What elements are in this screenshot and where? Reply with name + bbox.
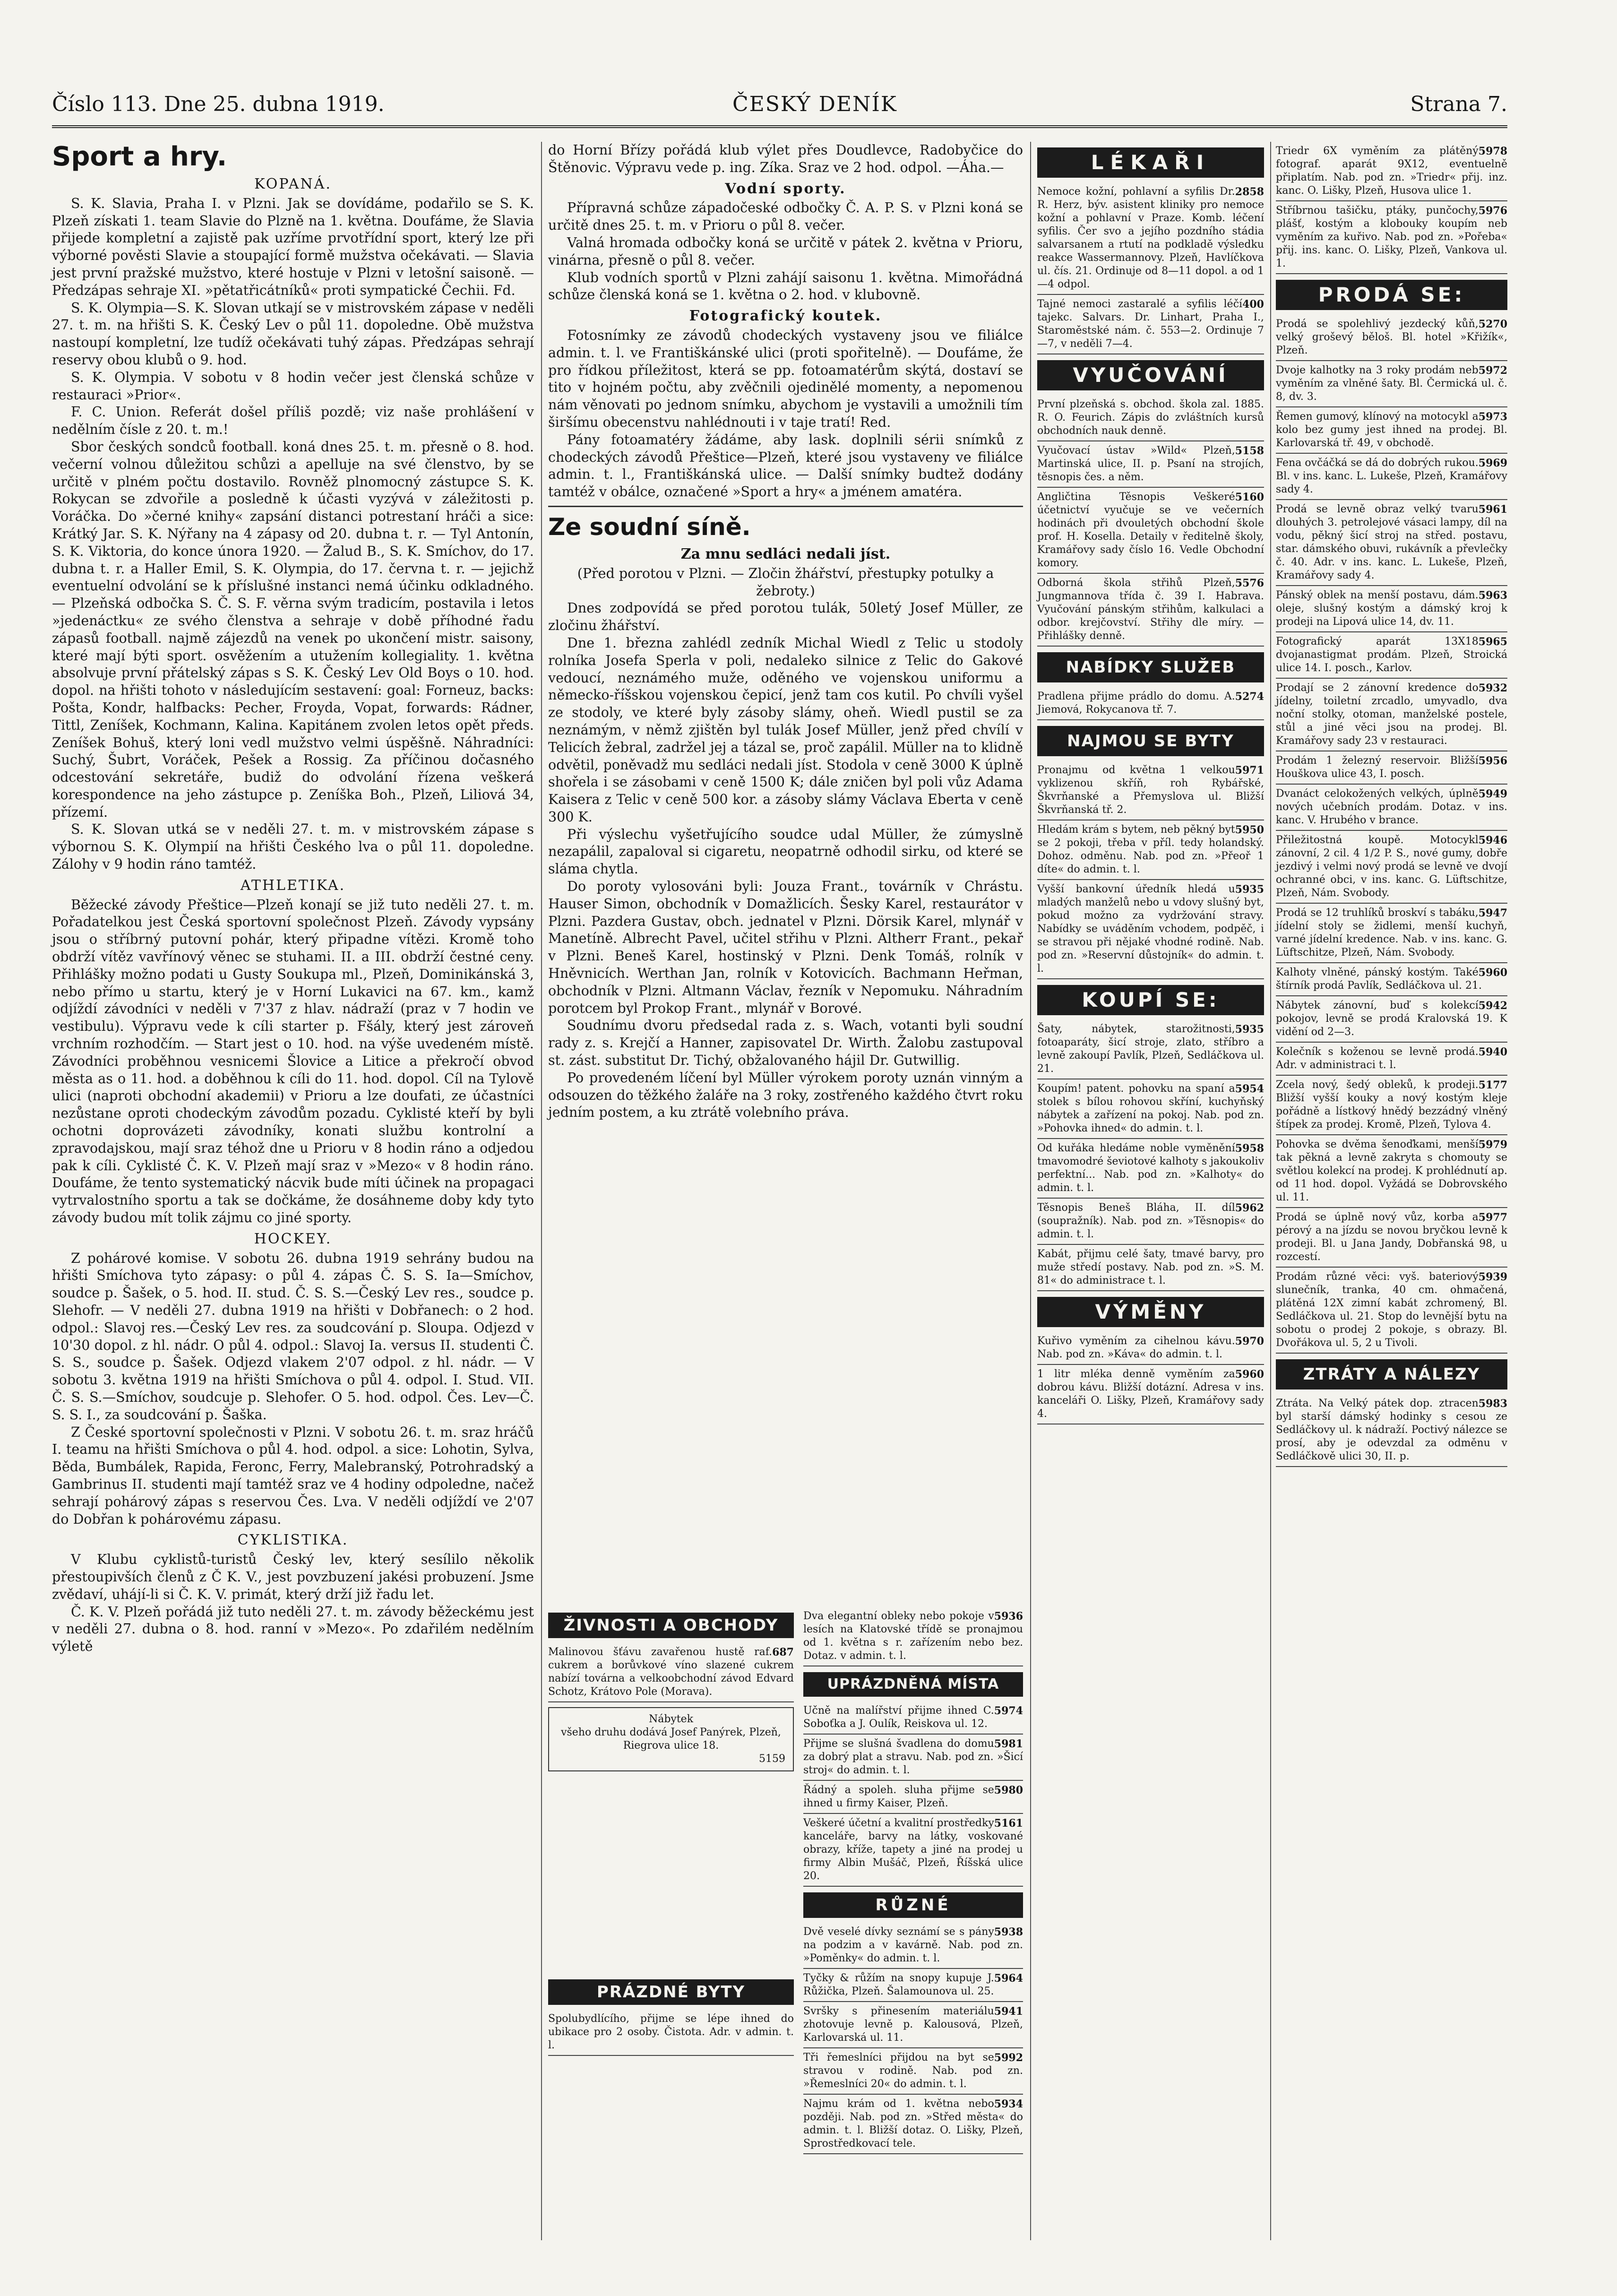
classified-ad <box>803 1923 1023 1969</box>
ad-text: Učně na malířství přijme ihned C. Soboťka a J. Oulík, Reiskova ul. 12. <box>803 1705 994 1730</box>
ad-number: 5973 <box>1478 411 1507 423</box>
classified-ad: První plzeňská s. obchod. škola zal. 1885. R. O. Feurich. Zápis do zvláštních kursů obchodních nauk denně. <box>1037 395 1264 441</box>
classified-ad <box>803 1969 1023 2002</box>
article-paragraph: S. K. Olympia—S. K. Slovan utkají se v mistrovském zápase v neděli 27. t. m. na hřišti S. K. Český Lev o půl 11. dopoledne. Obě mužstva nastoupí kompletní, lze tudíž očekávati tuhý zápas. Předzápas sehrají reservy obou klubů o 9. hod. <box>52 300 534 368</box>
ad-text: Dva elegantní obleky nebo pokoje v lesích na Klatovské třídě se pronajmou od 1. května s r. zařízením nebo bez. Dotaz. v admin. t. l. <box>803 1610 1023 1662</box>
ad-text: Nábytek zánovní, buď s kolekcí pokojov, levně se prodá Kralovská 19. K vidění od 2—3. <box>1276 1000 1507 1038</box>
ad-text: Najmu krám od 1. května nebo později. Nab. pod zn. »Střed města« do admin. t. l. Bližší dotaz. O. Lišky, Plzeň, Sprostředkovací tele. <box>803 2098 1023 2149</box>
ad-text: Prodá se 12 truhlíků broskví s tabáku, jídelní stoly se židlemi, menší kuchyň, varné jídelní kredence. Nab. v ins. kanc. G. Lüftschitze, Plzeň, Nám. Svobody. <box>1276 907 1507 958</box>
classified-ad <box>1037 1139 1264 1199</box>
ad-text: Prodám 1 železný reservoir. Bližší Houškova ulice 43, I. posch. <box>1276 755 1479 780</box>
column-rule <box>1270 142 1271 2240</box>
ad-text: Kolečník s koženou se levně prodá. Adr. v administraci t. l. <box>1276 1046 1479 1071</box>
ad-number: 5270 <box>1478 318 1507 330</box>
ad-number: 5981 <box>994 1738 1023 1750</box>
subsection-heading: ATHLETIKA. <box>240 877 346 894</box>
ad-text: Vyučovací ústav »Wild« Plzeň, Martinská ulice, II. p. Psaní na strojích, těsnopis čes. a něm. <box>1037 445 1264 483</box>
article-paragraph: Po provedeném líčení byl Müller výrokem poroty uznán vinným a odsouzen do těžkého žaláře na 3 roky, zostřeného každého čtvrt roku jedním postem, a ku ztrátě volebního práva. <box>548 1070 1023 1121</box>
classified-ad <box>1276 1076 1507 1135</box>
ad-text: Tyčky & růžím na snopy kupuje J. Růžička, Plzeň. Šalamounova ul. 25. <box>803 1972 994 1997</box>
ad-number: 5947 <box>1478 907 1507 919</box>
article-paragraph: Z České sportovní společnosti v Plzni. V sobotu 26. t. m. sraz hráčů I. teamu na hřišti Smíchova o půl 4. hod. odpol. a sice: Lohotin, Sylva, Běda, Bumbálek, Rapida, Feronc, Ferry, Malebranský, Potrohradský a Gambrinus II. studenti mají tamtéž sraz ve 4 hodiny odpoledne, načež sehrají pohárový zápas s reservou Čes. Lva. V neděli odjíždí ve 2'07 do Dobřan k pohárovému zápasu. <box>52 1424 534 1527</box>
ad-text: Veškeré účetní a kvalitní prostředky kanceláře, barvy na látky, voskované obrazy, kříže, tapety a jiné na prodej u firmy Albin Mušáč, Plzeň, Říšská ulice 20. <box>803 1817 1023 1882</box>
classified-ad <box>1037 880 1264 979</box>
ad-number: 687 <box>772 1646 794 1658</box>
classified-ad <box>1037 820 1264 880</box>
ad-number: 5961 <box>1478 503 1507 516</box>
ad-text: Zcela nový, šedý obleků, k prodeji. Bližší vyšší kouky a nový kostým kleje pořádně a lístkový hnědý bezzádný vlněný štípek za prodej. Kromě, Plzeň, Tylova 4. <box>1276 1079 1507 1131</box>
classified-ad <box>1037 1079 1264 1139</box>
ad-text: Dvanáct celokožených velkých, úplně nových učebních prodám. Dotaz. v ins. kanc. V. Hrubého v brance. <box>1276 788 1507 826</box>
ad-number: 5962 <box>1235 1202 1264 1214</box>
classified-ad <box>1276 361 1507 407</box>
classified-banner: VÝMĚNY <box>1037 1297 1264 1327</box>
ad-number: 5932 <box>1478 682 1507 694</box>
section-title: Sport a hry. <box>52 141 227 172</box>
article-paragraph: Z pohárové komise. V sobotu 26. dubna 1919 sehrány budou na hřišti Smíchova tyto zápasy: o půl 4. zápas Č. S. S. Ia—Smíchov, soudce p. Šašek, o 5. hod. II. stud. Č. S. S.—Český Lev res., soudce p. Slehofr. — V neděli 27. dubna 1919 na hřišti v Dobřanech: o 2 hod. odpol.: Slavoj res.—Český Lev res. za soudcování p. Sloupa. Odjezd v 10'30 dopol. z hl. nádr. O půl 4. odpol.: Slavoj Ia. versus II. studenti Č. S. S., soudce p. Šašek. Odjezd vlakem 2'07 odpol. z hl. nádr. — V sobotu 3. května 1919 na hřišti Smíchova o půl 4. odpol. I. Stud. VII. Č. S. S.—Smíchov, soudcuje p. Slehofer. O 5. hod. odpol. Čes. Lev—Č. S. S. I., za soudcování p. Šaška. <box>52 1250 534 1423</box>
classified-ad <box>1276 1135 1507 1208</box>
ad-text: Fotografický aparát 13X18 dvojanastigmat prodám. Plzeň, Stroická ulice 14. I. posch., Karlov. <box>1276 636 1507 674</box>
classified-ad <box>1037 687 1264 720</box>
classified-banner: PRODÁ SE: <box>1276 280 1507 310</box>
subsection-heading: CYKLISTIKA. <box>237 1532 349 1549</box>
article-paragraph: Přípravná schůze západočeské odbočky Č. A. P. S. v Plzni koná se určitě dnes 25. t. m. v Prioru o půl 8. večer. <box>548 200 1023 233</box>
ad-number: 5964 <box>994 1972 1023 1985</box>
classified-banner: NAJMOU SE BYTY <box>1037 726 1264 756</box>
ad-text: Ztráta. Na Velký pátek dop. ztracen byl starší dámský hodinky s cesou ze Sedláčkovy ul. k nádraží. Poctivý nálezce se prosí, aby je odevzdal za odměnu v Sedláčkově ulici 30, II. p. <box>1276 1398 1507 1462</box>
classified-ad <box>548 1643 794 1702</box>
article-paragraph: Klub vodních sportů v Plzni zahájí saisonu 1. května. Mimořádná schůze členská koná se 1. května o 2. hod. v klubovně. <box>548 269 1023 303</box>
classified-ad <box>803 2095 1023 2154</box>
classified-ad <box>803 2002 1023 2048</box>
classified-ad: Spolubydlícího, přijme se lépe ihned do ubikace pro 2 osoby. Čistota. Adr. v admin. t. l. <box>548 2010 794 2056</box>
classified-ad <box>1037 1365 1264 1424</box>
page-header <box>52 87 1507 128</box>
classified-ad <box>1276 904 1507 963</box>
ad-text: Přiležitostná koupě. Motocykl zánovní, 2 cil. 4 1/2 P. S., nové gumy, dobře jezdivý i velmi nový prodá se levně ve dvojí ochranné obci, v ins. kanc. G. Lüftschitze, Plzeň, Nám. Svobody. <box>1276 834 1507 899</box>
ad-text: Prodá se spolehlivý jezdecký kůň, velký groševý běloš. Bl. hotel »Křižík«, Plzeň. <box>1276 318 1507 356</box>
ad-text: Triedr 6X vyměním za plátěný fotograf. aparát 9X12, eventuelně připlatím. Nab. pod zn. »Triedr« přij. inz. kanc. O. Lišky, Plzeň, Husova ulice 1. <box>1276 145 1507 197</box>
ad-text: Prodám různé věci: vyš. bateriový slunečník, tranka, 40 cm. ohmačená, plátěná 12X zimní kabát zchromený, Bl. Sedláčkova ul. 21. Stop do levnější bytu na sobotu o prodej 2 pokoje, s obrazy. Bl. Dvořákova ul. 5, 2 u Tivoli. <box>1276 1271 1507 1349</box>
ad-text: Šaty, nábytek, starožitnosti, fotoaparáty, šicí stroje, zlato, stříbro a levně zakoupí Pavlík, Plzeň, Sedláčkova ul. 21. <box>1037 1023 1264 1075</box>
classified-ad <box>1276 500 1507 586</box>
ad-number: 5939 <box>1478 1271 1507 1283</box>
article-paragraph: Při výslechu vyšetřujícího soudce udal Müller, že zúmyslně nezapálil, zapaloval si cigaretu, neopatrně odhodil sirku, od které se sláma chytla. <box>548 826 1023 877</box>
article-headline: Za mnu sedláci nedali jíst. <box>680 545 891 562</box>
classified-ad <box>1276 963 1507 996</box>
classified-ad <box>1037 441 1264 488</box>
ad-text: Přijme se slušná švadlena do domu za dobrý plat a stravu. Nab. pod zn. »Šicí stroj« do admin. t. l. <box>803 1738 1023 1776</box>
classified-ad <box>1276 632 1507 679</box>
ad-number: 5950 <box>1235 824 1264 836</box>
classified-banner: RŮZNÉ <box>803 1892 1023 1918</box>
ad-number: 400 <box>1242 298 1264 311</box>
ad-text: Pradlena přijme prádlo do domu. A. Jiemová, Rokycanova tř. 7. <box>1037 691 1235 716</box>
ad-text: Pronajmu od května 1 velkou vyklizenou skříň, roh Rybářské, Škvrňanské a Přemyslova ul. Bližší Škvrňanská tř. 2. <box>1037 764 1264 816</box>
ad-number: 5940 <box>1478 1046 1507 1058</box>
classifieds-column-4 <box>1276 142 1507 1467</box>
article-subheadline: (Před porotou v Plzni. — Zločin žhářství, přestupky potulky a žebroty.) <box>577 565 994 599</box>
article-paragraph: Dne 1. března zahlédl zedník Michal Wiedl z Telic u stodoly rolníka Josefa Sperla v poli, nedaleko silnice z Telic do Gakové vedoucí, neznámého muže, oděného ve vojenskou uniformu a německo-říšskou vojenskou čepicí, jenž tam cos kutil. Po chvíli vyšel ze stodoly, ve které byly zásoby slámy, oheň. Wiedl pustil se za neznámým, v němž zjištěn byl tulák Josef Müller, jenž před chvílí v Telicích žebral, zadržel jej a tázal se, proč zapálil. Müller na to klidně odvětil, poněvadž mu sedláci nedali jíst. Stodola v ceně 3000 K úplně shořela i se zásobami v ceně 1500 K; dále zničen byl poli vůz Adama Kaisera z Telic v ceně 500 kor. a zásoby slámy Václava Eberta v ceně 300 K. <box>548 635 1023 825</box>
ad-text: Stříbrnou tašičku, ptáky, punčochy, plášť, kostým a klobouky koupím neb vyměním za kuřivo. Nab. pod zn. »Pořeba« přij. ins. kanc. O. Lišky, Plzeň, Vankova ul. 1. <box>1276 205 1507 269</box>
ad-number: 5576 <box>1235 577 1264 589</box>
article-paragraph: do Horní Břízy pořádá klub výlet přes Doudlevce, Radobyčice do Štěnovic. Výpravu vede p. ing. Zíka. Sraz ve 2 hod. odpol. —Áha.— <box>548 142 1023 175</box>
article-paragraph: Pány fotoamatéry žádáme, aby lask. doplnili sérii snímků z chodeckých závodů Přeštice—Plzeň, které jsou vystaveny ve filiálce admin. t. l., Františkánská ulice. — Další snímky budtež dodány tamtéž v obálce, označené »Sport a hry« a jménem amatéra. <box>548 432 1023 500</box>
ad-number: 5958 <box>1235 1142 1264 1155</box>
classified-banner: NABÍDKY SLUŽEB <box>1037 652 1264 682</box>
ad-text: Řádný a spoleh. sluha přijme se ihned u firmy Kaiser, Plzeň. <box>803 1784 994 1809</box>
ad-number: 5970 <box>1235 1335 1264 1347</box>
issue-date: Číslo 113. Dne 25. dubna 1919. <box>52 92 385 116</box>
subsection-heading: Vodní sporty. <box>725 180 846 197</box>
sport-court-column <box>548 142 1023 1122</box>
classified-ad <box>1276 1208 1507 1268</box>
classified-ad <box>1276 454 1507 500</box>
page-number: Strana 7. <box>1410 92 1507 116</box>
article-paragraph: Sbor českých sondců football. koná dnes 25. t. m. přesně o 8. hod. večerní volnou důležitou schůzi a apelluje na své členstvo, by se určitě v plném počtu dostavilo. Rovněž plnomocný zástupce S. K. Rokycan se zdvořile a posledně k účasti vyzývá v záležitosti p. Voráčka. Do »černé knihy« zapsání distanci potrestaní hráči a sice: Krátký Jar. S. K. Nýřany na 4 zápasy od 20. dubna t. r. — Tyl Antonín, S. K. Viktoria, do konce února 1920. — Žalud B., S. K. Smíchov, do 17. dubna t. r. a Haller Emil, S. K. Olympia, do 17. června t. r. — jejichž eventuelní odvolání se k příslušné instanci nemá účinku odkladného. — Plzeňská odbočka S. Č. S. F. věrna svým tradicím, postavila i letos »jedenáctku« ze svého členstva a sehraje v době příhodné řadu zápasů football. najmě zájezdů na venek po ukončení mistr. saisony, které mají býti sport. osvěžením a utužením kollegiality. 1. května absolvuje první přátelský zápas s S. K. Český Lev Old Boys o 10. hod. dopol. na hřišti tohoto v následujícím sestavení: goal: Forneuz, backs: Pošta, Kondr, halfbacks: Pecher, Froyda, Vopat, forwards: Rádner, Tittl, Zeníšek, Kochmann, Kalina. Kapitánem zvolen letos opět předs. Zeníšek Bohuš, který loni vedl mužstvo velmi úspěšně. Náhradníci: Suchý, Šubrt, Voráček, Pešek a Rossig. Za příčinou dočasného odcestování sekretáře, budiž do odvolání řízena veškerá korespondence na jeho zástupce p. Zeníška Boh., Plzeň, Liliová 34, přízemí. <box>52 439 534 820</box>
article-paragraph: S. K. Slovan utká se v neděli 27. t. m. v mistrovském zápase s výbornou S. K. Olympií na hřišti Českého lva o půl 11. dopoledne. Zálohy v 9 hodin ráno tamtéž. <box>52 821 534 872</box>
section-title: Ze soudní síně. <box>548 513 751 541</box>
classified-banner: UPRÁZDNĚNÁ MÍSTA <box>803 1672 1023 1697</box>
ad-number: 5965 <box>1478 636 1507 648</box>
column-rule <box>541 142 542 2240</box>
furniture-ad <box>548 1707 794 1771</box>
ad-number: 5177 <box>1478 1079 1507 1091</box>
ad-text: Od kuřáka hledáme noble vyměnění tmavomodré ševiotové kalhoty s jakoukoliv perfektní... Nab. pod zn. »Kalhoty« do admin. t. l. <box>1037 1142 1264 1194</box>
ad-title: Nábytek <box>648 1713 694 1725</box>
ad-number: 5972 <box>1478 364 1507 377</box>
classified-ad <box>1276 1394 1507 1467</box>
classified-ad <box>1276 751 1507 785</box>
ad-number: 5942 <box>1478 1000 1507 1012</box>
sport-column <box>52 142 534 1656</box>
ad-text: Kuřivo vyměním za cihelnou kávu. Nab. pod zn. »Káva« do admin. t. l. <box>1037 1335 1235 1360</box>
divider <box>548 506 1023 507</box>
ad-text: Dvě veselé dívky seznámí se s pány na podzim a v kavárně. Nab. pod zn. »Poměnky« do admin. t. l. <box>803 1926 1023 1964</box>
ad-text: Tři řemeslníci přijdou na byt se stravou v rodině. Nab. pod zn. »Řemeslníci 20« do admin. t. l. <box>803 2052 1023 2090</box>
classified-ad <box>1276 142 1507 201</box>
masthead-title: ČESKÝ DENÍK <box>732 92 897 116</box>
classified-ad <box>1276 679 1507 751</box>
ad-number: 5160 <box>1235 491 1264 503</box>
classified-ad <box>1276 996 1507 1043</box>
ad-number: 5934 <box>994 2098 1023 2110</box>
ad-text: Koupím! patent. pohovku na spaní a stolek s bílou rohovou skříní, kuchyňský nábytek a zařízení na pokoj. Nab. pod zn. »Pohovka ihned« do admin. t. l. <box>1037 1083 1264 1134</box>
classified-ad <box>1037 574 1264 647</box>
ad-text: Prodá se levně obraz velký tvaru dlouhých 3. petrolejové vásaci lampy, díl na vodu, pěkný šicí stroj na střed. postavu, star. dámského obuvi, rukávník a převlečky č. 40. Adr. v ins. kanc. L. Lukeše, Plzeň, Kramářovy sady 4. <box>1276 503 1507 581</box>
article-paragraph: Valná hromada odbočky koná se určitě v pátek 2. května v Prioru, vinárna, přesně o půl 8. večer. <box>548 234 1023 268</box>
ad-text: Angličtina Těsnopis Veškeré účetnictví vyučuje se ve večerních hodinách při dvouletých obchodní škole prof. H. Kosella. Detaily v ředitelně školy, Kramářovy sady číslo 16. Vedle Obchodní komory. <box>1037 491 1264 569</box>
classified-ad <box>1037 295 1264 354</box>
article-paragraph: S. K. Slavia, Praha I. v Plzni. Jak se dovídáme, podařilo se S. K. Plzeň získati 1. team Slavie do Plzně na 1. května. Doufáme, že Slavia přijede kompletní a zajistě pak uzříme prvotřídní sport, který lze při výborné pověsti Slavie a stoupající formě mužstva očekávati. — Slavia jest první pražské mužstvo, které hostuje v Plzni v letošní saisoně. — Předzápas sehraje XI. »pětatřicátníků« proti sympatické Čechii. Fd. <box>52 195 534 298</box>
classified-left-block <box>548 1607 794 2056</box>
ad-number: 5159 <box>759 1753 785 1765</box>
article-paragraph: Do poroty vylosováni byli: Jouza Frant., továrník v Chrástu. Hauser Simon, obchodník v Domažlicích. Šesky Karel, restaurátor v Plzni. Pazdera Gustav, obch. jednatel v Plzni. Dörsik Karel, mlynář v Manetíně. Albrecht Pavel, učitel střihu v Plzni. Altherr Frant., pekař v Plzni. Beneš Karel, hostinský v Plzni. Denk Tomáš, rolník v Hněvnicích. Werthan Jan, rolník v Kotovicích. Bachmann Heřman, obchodník v Plzni. Altmann Václav, řezník v Nepomuku. Náhradním porotcem byl Prokop Frant., mlynář v Borové. <box>548 879 1023 1016</box>
classified-ad <box>1037 488 1264 574</box>
classified-ad <box>1276 1268 1507 1354</box>
ad-number: 5976 <box>1478 205 1507 217</box>
ad-text: Svršky s přinesením materiálu zhotovuje levně p. Kalousová, Plzeň, Karlovarská ul. 11. <box>803 2005 1023 2044</box>
ad-text: Hledám krám s bytem, neb pěkný byt se 2 pokoji, třeba v příl. tedy holandský. Dohoz. odměnu. Nab. pod zn. »Přeoř 1 díte« do admin. t. l. <box>1037 824 1264 875</box>
classified-ad <box>803 1781 1023 1814</box>
ad-text: Nemoce kožní, pohlavní a syfilis Dr. R. Herz, býv. asistent kliniky pro nemoce kožní a pohlavní v Praze. Komb. léčení syfilis. Čer svo a jejího pozdního stádia salvarsanem a rtutí na podkladě výsledku reakce Wassermannovy. Plzeň, Havlíčkova ul. čís. 21. Ordinuje od 8—11 dopol. a od 1—4 odpol. <box>1037 186 1264 290</box>
column-rule <box>1030 142 1031 2240</box>
ad-number: 5960 <box>1235 1368 1264 1381</box>
classified-ad <box>1037 1020 1264 1079</box>
ad-number: 5956 <box>1478 755 1507 767</box>
ad-number: 5946 <box>1478 834 1507 846</box>
ad-text: Pánský oblek na menší postavu, dám. oleje, slušný kostým a dámský kroj k prodeji na Lipová ulice 14, dv. 11. <box>1276 589 1507 628</box>
classified-ad <box>1276 407 1507 454</box>
classified-ad <box>1276 1043 1507 1076</box>
ad-number: 5938 <box>994 1926 1023 1938</box>
classified-ad <box>803 1701 1023 1735</box>
classified-ad <box>1276 586 1507 632</box>
ad-number: 5935 <box>1235 1023 1264 1036</box>
classified-ad: Kabát, přijmu celé šaty, tmavé barvy, pro muže středí postavy. Nab. pod zn. »S. M. 81« do administrace t. l. <box>1037 1245 1264 1291</box>
ad-number: 5161 <box>994 1817 1023 1830</box>
ad-number: 5949 <box>1478 788 1507 800</box>
subsection-heading: HOCKEY. <box>254 1230 332 1247</box>
classified-ad <box>1276 831 1507 904</box>
classified-ad <box>1276 785 1507 831</box>
ad-number: 5960 <box>1478 967 1507 979</box>
ad-text: Tajné nemoci zastaralé a syfilis léčí tajekc. Salvars. Dr. Linhart, Praha I., Staroměstské nám. č. 553—2. Ordinuje 7—7, v neděli 7—4. <box>1037 298 1264 350</box>
article-paragraph: Dnes zodpovídá se před porotou tulák, 50letý Josef Müller, ze zločinu žhářství. <box>548 600 1023 634</box>
article-paragraph: V Klubu cyklistů-turistů Český lev, který sesílilo několik přestoupivších členů z Č K. V., jest povzbuzení jakési probuzení. Jsme zvědaví, uhájí-li si Č. K. V. primát, který drží již řadu let. <box>52 1552 534 1602</box>
classified-ad <box>803 2048 1023 2095</box>
classified-ad <box>1276 315 1507 361</box>
ad-number: 5954 <box>1235 1083 1264 1095</box>
ad-number: 5963 <box>1478 589 1507 602</box>
classified-ad <box>803 1814 1023 1887</box>
ad-text: 1 litr mléka denně vyměním za dobrou kávu. Bližší dotázní. Adresa v ins. kanceláři O. Lišky, Plzeň, Kramářovy sady 4. <box>1037 1368 1264 1420</box>
classified-banner: PRÁZDNÉ BYTY <box>548 1979 794 2005</box>
classified-ad <box>1037 1199 1264 1245</box>
ad-text: Pohovka se dvěma šenoďkami, menší tak pěkná a levně zakryta s chomouty se světlou kolekcí na prodej. K prohlédnutí ap. od 11 hod. dopol. Vyžádá se Dobrovského ul. 11. <box>1276 1139 1507 1203</box>
classified-right-block <box>803 1607 1023 2154</box>
ad-number: 5969 <box>1478 457 1507 469</box>
classified-banner: KOUPÍ SE: <box>1037 985 1264 1015</box>
classified-banner: ŽIVNOSTI A OBCHODY <box>548 1613 794 1638</box>
ad-text: Kalhoty vlněné, pánský kostým. Také štírník prodá Pavlík, Sedláčkova ul. 21. <box>1276 967 1482 992</box>
ad-number: 5980 <box>994 1784 1023 1796</box>
ad-text: Těsnopis Beneš Bláha, II. díl (soupražník). Nab. pod zn. »Těsnopis« do admin. t. l. <box>1037 1202 1264 1240</box>
ad-number: 5992 <box>994 2052 1023 2064</box>
classified-ad <box>803 1735 1023 1781</box>
ad-number: 5158 <box>1235 445 1264 457</box>
ad-number: 5941 <box>994 2005 1023 2018</box>
classified-ad <box>1037 182 1264 295</box>
subsection-heading: KOPANÁ. <box>254 176 332 192</box>
ad-number: 5978 <box>1478 145 1507 157</box>
article-paragraph: F. C. Union. Referát došel příliš pozdě; viz naše prohlášení v nedělním čísle z 20. t. m.! <box>52 404 534 438</box>
article-paragraph: Fotosnímky ze závodů chodeckých vystaveny jsou ve filiálce admin. t. l. ve Františkánské ulici (proti spořitelně). — Doufáme, že pro řídkou příležitost, která se pp. fotoamatérům skýtá, dostaví se tito v hojném počtu, aby zvěčnili ojedinělé momenty, a nepomenou nám věnovati po jednom snímku, abychom je vystavili a umožnili tím širšímu obecenstvu nahlédnouti i v taje tratí! Red. <box>548 327 1023 430</box>
classifieds-column-3 <box>1037 142 1264 1424</box>
ad-text: Prodá se úplně nový vůz, korba a pérový a na jízdu se novou bryčkou levně k prodeji. Bl. u Jana Jandy, Dobřanská 98, u rozcestí. <box>1276 1211 1507 1263</box>
article-paragraph: Soudnímu dvoru předsedal rada z. s. Wach, votanti byli soudní rady z. s. Krejčí a Hanner, zapisovatel Dr. Wirth. Žalobu zastupoval st. zást. substitut Dr. Tichý, obžalovaného hájil Dr. Gutwillig. <box>548 1018 1023 1069</box>
ad-number: 5974 <box>994 1705 1023 1717</box>
classified-banner: ZTRÁTY A NÁLEZY <box>1276 1359 1507 1390</box>
article-paragraph: S. K. Olympia. V sobotu v 8 hodin večer jest členská schůze v restauraci »Prior«. <box>52 369 534 403</box>
classified-banner: LÉKAŘI <box>1037 147 1264 178</box>
ad-number: 5983 <box>1478 1398 1507 1410</box>
ad-number: 5274 <box>1235 691 1264 703</box>
ad-text: Řemen gumový, klínový na motocykl a kolo bez gumy jest ihned na prodej. Bl. Karlovarská tř. 49, v obchodě. <box>1276 411 1507 449</box>
ad-text: všeho druhu dodává Josef Panýrek, Plzeň, Riegrova ulice 18. <box>561 1726 781 1752</box>
ad-number: 5935 <box>1235 883 1264 896</box>
ad-number: 5936 <box>994 1610 1023 1623</box>
article-paragraph: Běžecké závody Přeštice—Plzeň konají se již tuto neděli 27. t. m. Pořadatelkou jest Česká sportovní společnost Plzeň. Závody vypsány jsou o stříbrný putovní pohár, který připadne vítězi. Kromě toho obdrží vítěz vavřínový věnec se stuhami. II. a III. obdrží čestné ceny. Přihlášky možno podati u Gusty Soukupa ml., Plzeň, Dominikánská 3, nebo přímo u startu, který je v Horní Lukavici na 67. km., kamž odjíždí závodníci v neděli v 7'37 z hlav. nádraží (praz v 7 hodin ve vestibulu). Výpravu vede k cíli starter p. Fšály, který jest zároveň vrchním rozhodčím. — Start jest o 10. hod. na výše uvedeném místě. Závodníci proběhnou vesnicemi Šlovice a Litice a překročí obvod města as o 11. hod. a doběhnou k cíli do 11. hod. dopol. Cíl na Tylově ulici (naproti obchodní akademii) v Prioru a lze doufati, ze účastníci nezůstane oproti chodeckým závodům pozadu. Cyklisté kteří by byli ochotni doprovázeti závodníky, konati službu kontrolní a zpravodajskou, mají sraz téhož dne u Prioru v 8 hodin ráno a odjedou pak k cíli. Cyklisté Č. K. V. Plzeň mají sraz v »Mezo« v 8 hodin ráno. Doufáme, že tento systematický nácvik bude míti účinek na propagaci vytrvalostního sportu a tak se dočkáme, že dosáhneme doby kdy tyto závody budou mít tolik zájmu co jiné sporty. <box>52 897 534 1226</box>
ad-text: Odborná škola střihů Plzeň, Jungmannova třída č. 39 I. Habrava. Vyučování pánským střihům, kalkulaci a odbor. krejčovství. Střihy dle míry. — Přihlášky denně. <box>1037 577 1264 642</box>
article-paragraph: Č. K. V. Plzeň pořádá již tuto neděli 27. t. m. závody běžeckému jest v neděli 27. dubna o 8. hod. ranní v »Mezo«. Po zdařilém nedělním výletě <box>52 1604 534 1655</box>
subsection-heading: Fotografický koutek. <box>689 308 882 325</box>
ad-number: 2858 <box>1235 186 1264 198</box>
classified-ad <box>1037 1332 1264 1365</box>
ad-number: 5979 <box>1478 1139 1507 1151</box>
ad-text: Fena ovčáčká se dá do dobrých rukou. Bl. v ins. kanc. L. Lukeše, Plzeň, Kramářovy sady 4. <box>1276 457 1507 495</box>
ad-number: 5971 <box>1235 764 1264 777</box>
ad-text: Prodají se 2 zánovní kredence do jídelny, toiletní zrcadlo, umyvadlo, dva noční stolky, otoman, manželské postele, stůl a jiné věci jsou na prodej. Bl. Kramářovy sady 23 v restauraci. <box>1276 682 1507 747</box>
classified-ad <box>1037 761 1264 820</box>
ad-text: Vyšší bankovní úředník hledá u mladých manželů nebo u vdovy slušný byt, pokud možno za vydržování stravy. Nabídky se uváděním vchodem, podpěč, i se stravou při nějaké vhodné rodině. Nab. pod zn. »Reservní důstojník« do admin. t. l. <box>1037 883 1264 975</box>
ad-text: Dvoje kalhotky na 3 roky prodám neb vyměním za vlněné šaty. Bl. Čermická ul. č. 8, dv. 3. <box>1276 364 1507 403</box>
ad-number: 5977 <box>1478 1211 1507 1224</box>
classified-ad <box>1276 201 1507 274</box>
classified-banner: VYUČOVÁNÍ <box>1037 360 1264 390</box>
classified-ad <box>803 1607 1023 1666</box>
ad-text: Malinovou šťávu zavařenou hustě raf. cukrem a borůvkové víno slazené cukrem nabízí továrna a velkoobchodní závod Edvard Schotz, Krátovo Pole (Morava). <box>548 1646 794 1698</box>
